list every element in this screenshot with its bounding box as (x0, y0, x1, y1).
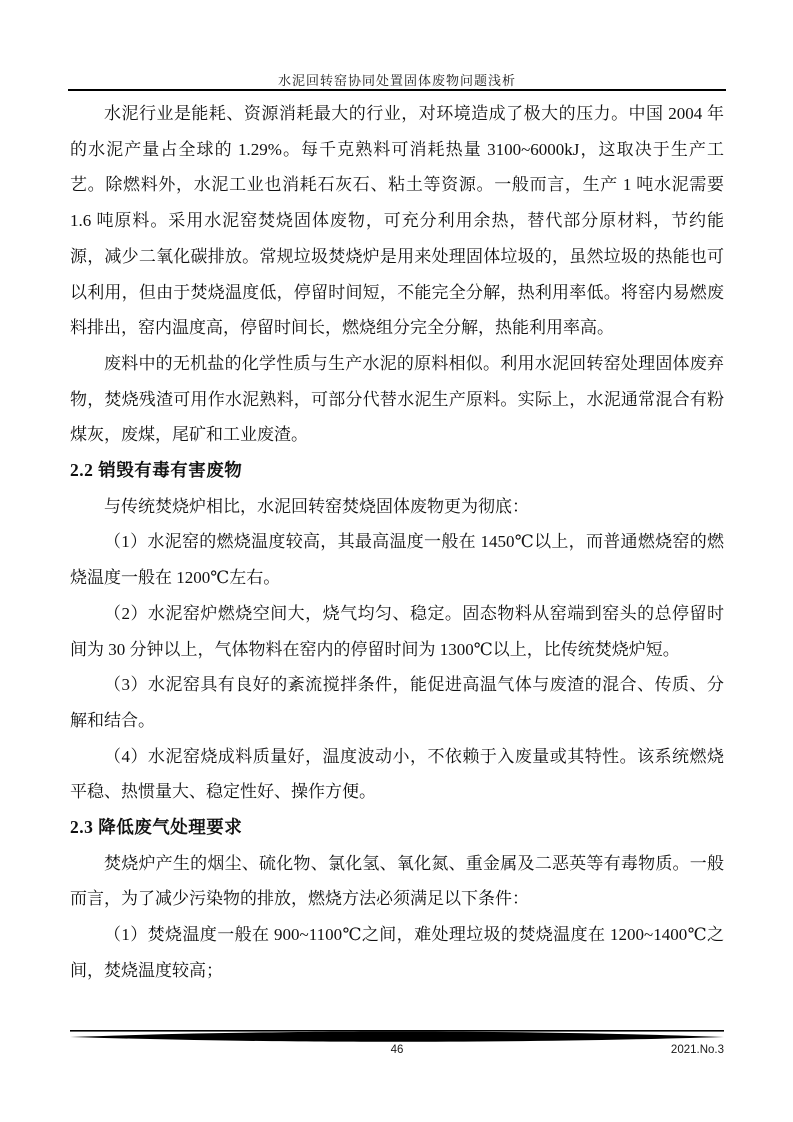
paragraph-2-2-item-4: （4）水泥窑烧成料质量好，温度波动小，不依赖于入废量或其特性。该系统燃烧平稳、热惯量大、稳定性好、操作方便。 (70, 746, 724, 802)
paragraph-2-2-item-2: （2）水泥窑炉燃烧空间大，烧气均匀、稳定。固态物料从窑端到窑头的总停留时间为 30 分钟以上，气体物料在窑内的停留时间为 1300℃以上，比传统焚烧炉短。 (70, 603, 724, 659)
paragraph-intro-1: 水泥行业是能耗、资源消耗最大的行业，对环境造成了极大的压力。中国 2004 年的水泥产量占全球的 1.29%。每千克熟料可消耗热量 3100~6000kJ，这取决于生产工艺。除燃料外，水泥工业也消耗石灰石、粘土等资源。一般而言，生产 1 吨水泥需要 1.6 吨原料。采用水泥窑焚烧固体废物，可充分利用余热，替代部分原材料，节约能源，减少二氧化碳排放。常规垃圾焚烧炉是用来处理固体垃圾的，虽然垃圾的热能也可以利用，但由于焚烧温度低，停留时间短，不能完全分解，热利用率低。将窑内易燃废料排出，窑内温度高，停留时间长，燃烧组分完全分解，热能利用率高。 (70, 104, 724, 338)
page-footer (70, 1029, 724, 1060)
paragraph-2-2-item-3: （3）水泥窑具有良好的紊流搅拌条件，能促进高温气体与废渣的混合、传质、分解和结合。 (70, 675, 724, 730)
footer-row (70, 1044, 724, 1060)
paragraph-2-2-lead: 与传统焚烧炉相比，水泥回转窑焚烧固体废物更为彻底： (104, 496, 529, 516)
section-heading-2-3: 2.3 降低废气处理要求 (70, 817, 243, 838)
document-body (70, 96, 724, 989)
header-rule (68, 89, 726, 91)
paragraph-intro-2: 废料中的无机盐的化学性质与生产水泥的原料相似。利用水泥回转窑处理固体废弃物，焚烧残渣可用作水泥熟料，可部分代替水泥生产原料。实际上，水泥通常混合有粉煤灰，废煤，尾矿和工业废渣。 (70, 353, 724, 445)
footer-divider-ornament (70, 1029, 724, 1044)
paragraph-2-2-item-1: （1）水泥窑的燃烧温度较高，其最高温度一般在 1450℃以上，而普通燃烧窑的燃烧温度一般在 1200℃左右。 (70, 532, 724, 588)
section-heading-2-2: 2.2 销毁有毒有害废物 (70, 460, 243, 481)
running-head-title: 水泥回转窑协同处置固体废物问题浅析 (277, 73, 516, 88)
issue-number: 2021.No.3 (670, 1044, 724, 1056)
paragraph-2-3-item-1: （1）焚烧温度一般在 900~1100℃之间，难处理垃圾的焚烧温度在 1200~1400℃之间，焚烧温度较高； (70, 925, 724, 980)
paragraph-2-3-lead: 焚烧炉产生的烟尘、硫化物、氯化氢、氧化氮、重金属及二恶英等有毒物质。一般而言，为了减少污染物的排放，燃烧方法必须满足以下条件： (70, 853, 724, 909)
page-number: 46 (390, 1044, 404, 1056)
